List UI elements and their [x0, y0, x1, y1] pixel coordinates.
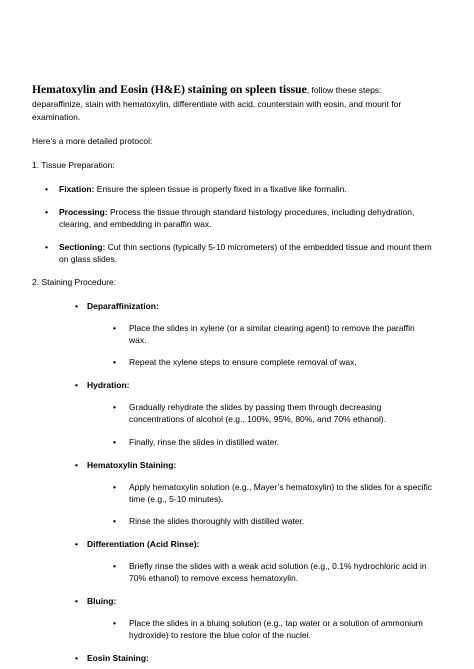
- term-sectioning: Sectioning:: [59, 241, 106, 252]
- bullet-icon: •: [113, 323, 116, 334]
- step-name: Differentiation (Acid Rinse):: [87, 538, 200, 549]
- step-eosin-staining: [32, 652, 434, 664]
- bullet-icon: •: [75, 653, 78, 664]
- sub-list: [73, 617, 434, 641]
- bullet-icon: •: [113, 357, 116, 368]
- sub-item-text: Rinse the slides thoroughly with distilled water.: [129, 515, 305, 526]
- sub-item: [73, 356, 434, 368]
- bullet-icon: •: [113, 481, 116, 492]
- document-title: Hematoxylin and Eosin (H&E) staining on spleen tissue: [32, 83, 307, 96]
- intro-text: , follow these steps: deparaffinize, stain with hematoxylin, differentiate with acid, counterstain with eosin, and mount for examination.: [32, 85, 402, 122]
- sub-item-text: Briefly rinse the slides with a weak acid solution (e.g., 0.1% hydrochloric acid in 70% ethanol) to remove excess hematoxylin.: [129, 560, 427, 583]
- sub-item: [73, 436, 434, 448]
- staining-procedure-list: [32, 300, 434, 664]
- sub-item: [73, 322, 434, 346]
- sub-list: [73, 322, 434, 368]
- step-hydration: [32, 379, 434, 447]
- bullet-icon: •: [75, 538, 78, 549]
- tissue-preparation-list: [32, 183, 434, 265]
- step-bluing: [32, 595, 434, 641]
- sub-item-text: Finally, rinse the slides in distilled water.: [129, 436, 280, 447]
- step-name: Bluing:: [87, 596, 117, 607]
- bullet-icon: •: [113, 560, 116, 571]
- list-item-processing: [32, 206, 434, 230]
- bullet-icon: •: [113, 436, 116, 447]
- sub-item: [73, 515, 434, 527]
- section-heading-staining-procedure: 2. Staining Procedure:: [32, 277, 117, 288]
- sub-item: [73, 560, 434, 584]
- term-processing: Processing:: [59, 206, 108, 217]
- sub-item-text: Place the slides in a bluing solution (e.g., tap water or a solution of ammonium hydroxide) to restore the blue color of the nuclei.: [129, 618, 423, 641]
- list-item-sectioning: [32, 241, 434, 265]
- sub-list: [73, 481, 434, 527]
- sub-item: [73, 401, 434, 425]
- step-differentiation: [32, 538, 434, 584]
- sub-item-text: Gradually rehydrate the slides by passing them through decreasing concentrations of alcohol (e.g., 100%, 95%, 80%, and 70% ethanol).: [129, 402, 387, 425]
- step-deparaffinization: [32, 300, 434, 368]
- bullet-icon: •: [75, 596, 78, 607]
- bullet-icon: •: [45, 241, 48, 252]
- bullet-icon: •: [113, 402, 116, 413]
- text-processing: Process the tissue through standard histology procedures, including dehydration, clearing, and embedding in paraffin wax.: [59, 206, 415, 229]
- sub-item-text: Apply hematoxylin solution (e.g., Mayer’s hematoxylin) to the slides for a specific time (e.g., 5-10 minutes).: [129, 481, 432, 504]
- term-fixation: Fixation:: [59, 183, 95, 194]
- sub-list: [73, 401, 434, 447]
- section-heading-tissue-preparation: 1. Tissue Preparation:: [32, 159, 115, 170]
- sub-list: [73, 560, 434, 584]
- bullet-icon: •: [45, 206, 48, 217]
- bullet-icon: •: [113, 515, 116, 526]
- text-fixation: Ensure the spleen tissue is properly fixed in a fixative like formalin.: [94, 183, 347, 194]
- bullet-icon: •: [45, 183, 48, 194]
- bullet-icon: •: [75, 380, 78, 391]
- sub-item-text: Repeat the xylene steps to ensure complete removal of wax.: [129, 357, 357, 368]
- sub-item: [73, 617, 434, 641]
- bullet-icon: •: [75, 301, 78, 312]
- bullet-icon: •: [75, 459, 78, 470]
- step-name: Hematoxylin Staining:: [87, 459, 177, 470]
- step-name: Deparaffinization:: [87, 301, 159, 312]
- step-name: Hydration:: [87, 380, 130, 391]
- step-hematoxylin-staining: [32, 459, 434, 527]
- step-name: Eosin Staining:: [87, 653, 149, 664]
- intro-paragraph: [32, 82, 434, 123]
- text-sectioning: Cut thin sections (typically 5-10 micrometers) of the embedded tissue and mount them on glass slides.: [59, 241, 432, 264]
- sub-item-text: Place the slides in xylene (or a similar clearing agent) to remove the paraffin wax.: [129, 323, 415, 346]
- lead-text: Here’s a more detailed protocol:: [32, 135, 153, 146]
- list-item-fixation: [32, 183, 434, 195]
- sub-item: [73, 481, 434, 505]
- bullet-icon: •: [113, 618, 116, 629]
